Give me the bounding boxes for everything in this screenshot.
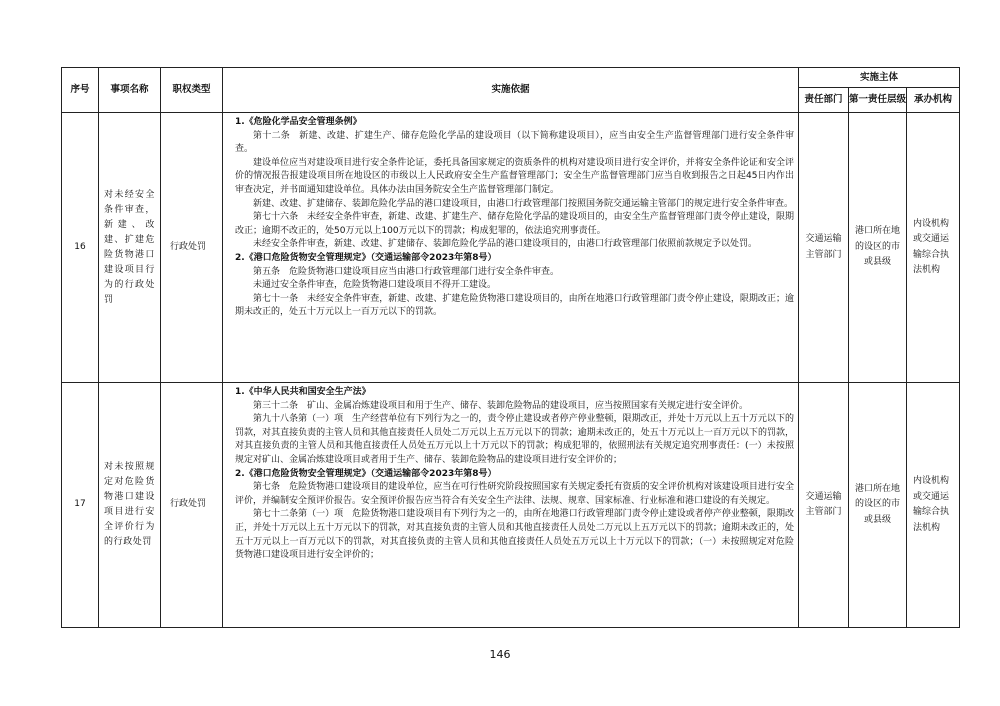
row-basis (223, 383, 799, 628)
row-item-name: 对未经安全条件审查，新建、改建、扩建危险货物港口建设项目行为的行政处罚 (99, 113, 161, 383)
basis-title: 1.《危险化学品安全管理条例》 (235, 117, 362, 127)
basis-paragraph: 第七条 危险货物港口建设项目的建设单位，应当在可行性研究阶段按照国家有关规定委托有资质的安全评价机构对该建设项目进行安全评价，并编制安全预评价报告。安全预评价报告应当符合有关安全生产法律、法规、规章、国家标准、行业标准和港口建设的有关规定。 (235, 482, 794, 506)
row-first-level: 港口所在地的设区的市或县级 (849, 383, 907, 628)
header-item-name: 事项名称 (99, 68, 161, 113)
row-power-type: 行政处罚 (161, 113, 223, 383)
basis-paragraph: 新建、改建、扩建储存、装卸危险化学品的港口建设项目，由港口行政管理部门按照国务院交通运输主管部门的规定进行安全条件审查。 (253, 198, 794, 209)
table-row (62, 113, 960, 383)
header-first-level: 第一责任层级 (849, 88, 907, 113)
regulation-table (61, 67, 960, 628)
table-row (62, 383, 960, 628)
header-row-1 (62, 68, 960, 88)
row-undertaking-org: 内设机构或交通运输综合执法机构 (907, 113, 960, 383)
row-responsible-dept: 交通运输主管部门 (799, 383, 849, 628)
row-power-type: 行政处罚 (161, 383, 223, 628)
basis-paragraph: 第七十一条 未经安全条件审查，新建、改建、扩建危险货物港口建设项目的，由所在地港口行政管理部门责令停止建设，限期改正；逾期未改正的，处五十万元以上一百万元以下的罚款。 (235, 293, 794, 318)
header-basis: 实施依据 (223, 68, 799, 113)
header-seq: 序号 (62, 68, 99, 113)
row-seq: 17 (62, 383, 99, 628)
header-responsible-dept: 责任部门 (799, 88, 849, 113)
basis-title: 2.《港口危险货物安全管理规定》（交通运输部令2023年第8号） (235, 468, 497, 479)
row-first-level: 港口所在地的设区的市或县级 (849, 113, 907, 383)
row-item-name: 对未按照规定对危险货物港口建设项目进行安全评价行为的行政处罚 (99, 383, 161, 628)
basis-paragraph: 第九十八条第（一）项 生产经营单位有下列行为之一的，责令停止建设或者停产停业整顿，限期改正，并处十万元以上五十万元以下的罚款，对其直接负责的主管人员和其他直接责任人员处二万元以上五万元以下的罚款；逾期未改正的，处五十万元以上一百万元以下的罚款，对其直接负责的主管人员和其他直接责任人员处五万元以上十万元以下的罚款；构成犯罪的，依照刑法有关规定追究刑事责任：(一）未按照规定对矿山、金属冶炼建设项目或者用于生产、储存、装卸危险物品的建设项目进行安全评价的； (235, 414, 794, 465)
basis-paragraph: 第五条 危险货物港口建设项目应当由港口行政管理部门进行安全条件审查。 (253, 266, 560, 277)
header-subject: 实施主体 (799, 68, 960, 88)
basis-paragraph: 未经安全条件审查，新建、改建、扩建储存、装卸危险化学品的港口建设项目的，由港口行政管理部门依照前款规定予以处罚。 (253, 239, 758, 250)
basis-paragraph: 第三十二条 矿山、金属冶炼建设项目和用于生产、储存、装卸危险物品的建设项目，应当按照国家有关规定进行安全评价。 (253, 400, 749, 411)
basis-paragraph: 建设单位应当对建设项目进行安全条件论证，委托具备国家规定的资质条件的机构对建设项目进行安全评价，并将安全条件论证和安全评价的情况报告报建设项目所在地设区的市级以上人民政府安全生产监督管理部门；安全生产监督管理部门应当自收到报告之日起45日内作出审查决定，并书面通知建设单位。具体办法由国务院安全生产监督管理部门制定。 (235, 157, 794, 195)
basis-title: 1.《中华人民共和国安全生产法》 (235, 387, 371, 397)
header-undertaking-org: 承办机构 (907, 88, 960, 113)
row-undertaking-org: 内设机构或交通运输综合执法机构 (907, 383, 960, 628)
basis-paragraph: 第十二条 新建、改建、扩建生产、储存危险化学品的建设项目（以下简称建设项目），应当由安全生产监督管理部门进行安全条件审查。 (235, 130, 794, 155)
basis-title: 2.《港口危险货物安全管理规定》（交通运输部令2023年第8号） (235, 252, 497, 263)
basis-paragraph: 未通过安全条件审查，危险货物港口建设项目不得开工建设。 (253, 280, 497, 291)
page-number: 146 (489, 648, 511, 661)
header-power-type: 职权类型 (161, 68, 223, 113)
row-basis (223, 113, 799, 383)
row-seq: 16 (62, 113, 99, 383)
basis-paragraph: 第七十六条 未经安全条件审查，新建、改建、扩建生产、储存危险化学品的建设项目的，由安全生产监督管理部门责令停止建设，限期改正；逾期不改正的，处50万元以上100万元以下的罚款；构成犯罪的，依法追究刑事责任。 (235, 212, 794, 236)
row-responsible-dept: 交通运输主管部门 (799, 113, 849, 383)
basis-paragraph: 第七十二条第（一）项 危险货物港口建设项目有下列行为之一的，由所在地港口行政管理部门责令停止建设或者停产停业整顿，限期改正，并处十万元以上五十万元以下的罚款，对其直接负责的主管人员和其他直接责任人员处二万元以上五万元以下的罚款；逾期未改正的，处五十万元以上一百万元以下的罚款，对其直接负责的主管人员和其他直接责任人员处五万元以上十万元以下的罚款；（一）未按照规定对危险货物港口建设项目进行安全评价的； (235, 509, 794, 561)
